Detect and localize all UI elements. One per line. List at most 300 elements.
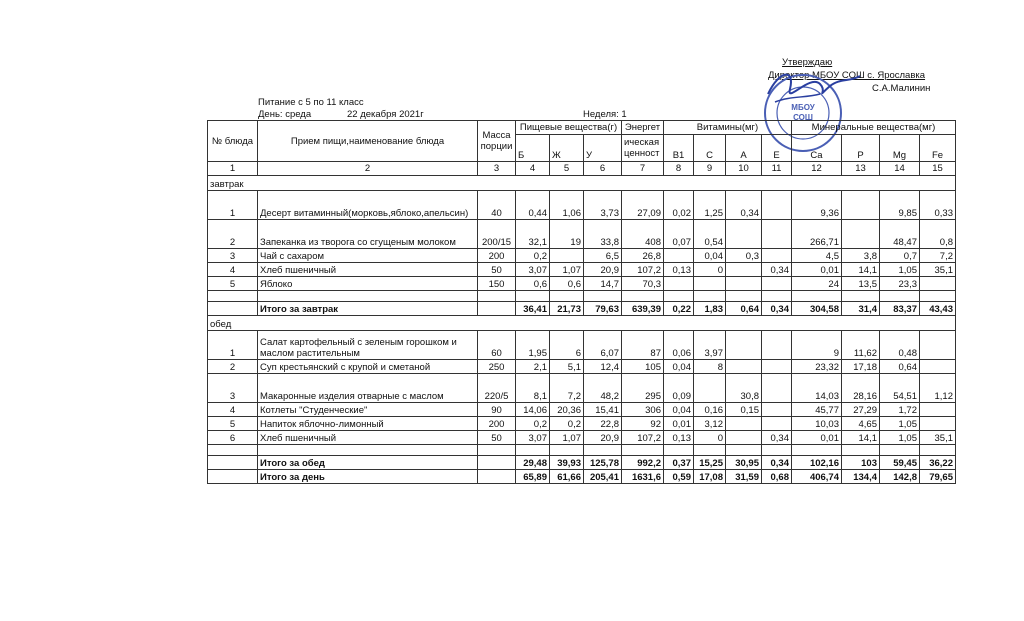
cell-value: 0,2 [550,417,584,431]
col-sub: B1 [664,135,694,162]
cell-value: 39,93 [550,456,584,470]
cell-value: 21,73 [550,302,584,316]
cell-value [664,249,694,263]
empty-cell [208,445,258,456]
col-header-dish: Прием пищи,наименование блюда [258,121,478,162]
cell-value [762,277,792,291]
cell-value: 295 [622,374,664,403]
cell-value: 1,05 [880,263,920,277]
cell-value: 200/15 [478,220,516,249]
cell-value: 0,44 [516,191,550,220]
cell-value: 220/5 [478,374,516,403]
cell-value: 1,83 [694,302,726,316]
cell-value [694,374,726,403]
approval-position: Директор МБОУ СОШ с. Ярославка [768,70,926,81]
cell-value: 45,77 [792,403,842,417]
day-label: День: среда [258,109,312,120]
empty-cell [842,445,880,456]
table-row [208,331,956,360]
cell-value: 1,12 [920,374,956,403]
empty-cell [208,291,258,302]
col-sub: Mg [880,135,920,162]
cell-value: 6,5 [584,249,622,263]
cell-value [920,331,956,360]
table-row [208,277,956,291]
empty-cell [762,445,792,456]
signature [760,64,870,114]
empty-cell [792,291,842,302]
cell-value: 60 [478,331,516,360]
dish-name: Чай с сахаром [258,249,478,263]
approval-name: С.А.Малинин [872,83,931,94]
cell-value: 0 [694,431,726,445]
cell-value: 14,06 [516,403,550,417]
cell-value: 306 [622,403,664,417]
cell-value: 11,62 [842,331,880,360]
cell-value: 48,47 [880,220,920,249]
cell-value: 107,2 [622,263,664,277]
cell-value: 992,2 [622,456,664,470]
cell-value: 0,7 [880,249,920,263]
cell-value: 30,95 [726,456,762,470]
cell-value: 65,89 [516,470,550,484]
cell-value [920,417,956,431]
table-row [208,417,956,431]
cell-value: 0,04 [664,360,694,374]
dish-name: Котлеты "Студенческие" [258,403,478,417]
empty-cell [550,291,584,302]
cell-value: 9,85 [880,191,920,220]
cell-value [726,263,762,277]
dish-name: Хлеб пшеничный [258,263,478,277]
cell-value: 20,9 [584,431,622,445]
cell-value [478,302,516,316]
cell-value: 0,54 [694,220,726,249]
cell-value: 48,2 [584,374,622,403]
cell-value: 20,9 [584,263,622,277]
cell-value [762,249,792,263]
cell-value: 7,2 [920,249,956,263]
cell-value [550,249,584,263]
table-row [208,220,956,249]
cell-value: 639,39 [622,302,664,316]
cell-value: 6 [550,331,584,360]
dish-number: 4 [208,263,258,277]
dish-number [208,302,258,316]
table-row [208,431,956,445]
empty-cell [478,445,516,456]
table-row [208,403,956,417]
col-sub: A [726,135,762,162]
cell-value: 0,01 [792,431,842,445]
cell-value: 0,64 [880,360,920,374]
cell-value: 0,02 [664,191,694,220]
cell-value: 0,06 [664,331,694,360]
menu-table [207,120,956,484]
cell-value: 31,59 [726,470,762,484]
cell-value: 150 [478,277,516,291]
cell-value: 59,45 [880,456,920,470]
cell-value: 125,78 [584,456,622,470]
table-row [208,374,956,403]
cell-value: 9,36 [792,191,842,220]
column-number: 13 [842,162,880,176]
column-number: 11 [762,162,792,176]
cell-value: 7,2 [550,374,584,403]
cell-value: 266,71 [792,220,842,249]
svg-text:МБОУ: МБОУ [791,103,815,112]
section-title: завтрак [208,176,956,191]
cell-value: 105 [622,360,664,374]
week-label: Неделя: 1 [583,109,627,120]
cell-value: 0 [694,263,726,277]
cell-value: 31,4 [842,302,880,316]
cell-value: 3,73 [584,191,622,220]
empty-cell [880,445,920,456]
section-total-row [208,302,956,316]
col-sub: Fe [920,135,956,162]
cell-value: 35,1 [920,431,956,445]
empty-cell [694,445,726,456]
cell-value [478,456,516,470]
column-number: 2 [258,162,478,176]
cell-value: 13,5 [842,277,880,291]
cell-value [842,220,880,249]
cell-value: 23,32 [792,360,842,374]
col-header-energy-top: Энергет [622,121,664,135]
cell-value: 24 [792,277,842,291]
cell-value: 23,3 [880,277,920,291]
col-sub: C [694,135,726,162]
dish-number: 5 [208,417,258,431]
cell-value: 102,16 [792,456,842,470]
empty-cell [664,445,694,456]
cell-value: 17,08 [694,470,726,484]
empty-cell [622,445,664,456]
cell-value: 14,03 [792,374,842,403]
col-header-minerals: Минеральные вещества(мг) [792,121,956,135]
cell-value: 26,8 [622,249,664,263]
dish-number: 1 [208,191,258,220]
cell-value: 27,09 [622,191,664,220]
cell-value [726,417,762,431]
cell-value: 200 [478,417,516,431]
column-number: 3 [478,162,516,176]
cell-value: 14,1 [842,263,880,277]
dish-name: Итого за день [258,470,478,484]
cell-value: 1,07 [550,263,584,277]
col-header-nutrients: Пищевые вещества(г) [516,121,622,135]
dish-name: Яблоко [258,277,478,291]
cell-value: 0,8 [920,220,956,249]
menu-title: Питание с 5 по 11 класс [258,97,364,108]
cell-value: 12,4 [584,360,622,374]
cell-value: 4,5 [792,249,842,263]
empty-cell [920,445,956,456]
empty-cell [664,291,694,302]
cell-value: 6,07 [584,331,622,360]
cell-value: 90 [478,403,516,417]
column-number: 10 [726,162,762,176]
empty-cell [622,291,664,302]
cell-value: 22,8 [584,417,622,431]
col-sub: Ж [550,135,584,162]
cell-value: 33,8 [584,220,622,249]
cell-value [762,360,792,374]
cell-value: 0,22 [664,302,694,316]
cell-value: 0,01 [664,417,694,431]
column-number: 14 [880,162,920,176]
date-label: 22 декабря 2021г [347,109,424,120]
dish-name: Десерт витаминный(морковь,яблоко,апельсин) [258,191,478,220]
cell-value [478,470,516,484]
cell-value: 0,13 [664,431,694,445]
cell-value: 0,15 [726,403,762,417]
dish-number: 6 [208,431,258,445]
cell-value: 27,29 [842,403,880,417]
column-number: 7 [622,162,664,176]
cell-value: 134,4 [842,470,880,484]
cell-value: 205,41 [584,470,622,484]
empty-cell [842,291,880,302]
cell-value: 0,6 [550,277,584,291]
dish-number [208,470,258,484]
cell-value: 1631,6 [622,470,664,484]
cell-value [762,331,792,360]
cell-value: 1,07 [550,431,584,445]
empty-cell [516,445,550,456]
cell-value: 17,18 [842,360,880,374]
cell-value: 54,51 [880,374,920,403]
dish-name: Макаронные изделия отварные с маслом [258,374,478,403]
cell-value: 0,07 [664,220,694,249]
column-number: 8 [664,162,694,176]
table-row [208,191,956,220]
section-title: обед [208,316,956,331]
col-header-mass: Масса порции [478,121,516,162]
cell-value: 0,01 [792,263,842,277]
cell-value: 36,41 [516,302,550,316]
cell-value: 3,07 [516,431,550,445]
cell-value: 0,13 [664,263,694,277]
cell-value: 20,36 [550,403,584,417]
cell-value: 32,1 [516,220,550,249]
dish-number: 3 [208,374,258,403]
cell-value: 1,05 [880,417,920,431]
empty-cell [584,291,622,302]
cell-value: 0,59 [664,470,694,484]
cell-value: 200 [478,249,516,263]
empty-cell [920,291,956,302]
dish-name: Суп крестьянский с крупой и сметаной [258,360,478,374]
empty-cell [478,291,516,302]
cell-value: 30,8 [726,374,762,403]
table-row [208,263,956,277]
dish-number: 3 [208,249,258,263]
cell-value: 0,37 [664,456,694,470]
cell-value: 0,3 [726,249,762,263]
cell-value: 10,03 [792,417,842,431]
cell-value [762,374,792,403]
cell-value: 35,1 [920,263,956,277]
cell-value: 19 [550,220,584,249]
cell-value: 0,33 [920,191,956,220]
cell-value: 9 [792,331,842,360]
cell-value: 28,16 [842,374,880,403]
cell-value: 406,74 [792,470,842,484]
col-sub: P [842,135,880,162]
cell-value: 8,1 [516,374,550,403]
cell-value: 0,34 [726,191,762,220]
dish-number [208,456,258,470]
cell-value: 3,12 [694,417,726,431]
cell-value: 14,1 [842,431,880,445]
cell-value: 1,06 [550,191,584,220]
cell-value: 3,07 [516,263,550,277]
cell-value: 83,37 [880,302,920,316]
cell-value [762,220,792,249]
cell-value: 70,3 [622,277,664,291]
cell-value [726,220,762,249]
cell-value: 29,48 [516,456,550,470]
cell-value [920,277,956,291]
cell-value: 0,64 [726,302,762,316]
column-number: 9 [694,162,726,176]
col-sub: E [762,135,792,162]
empty-cell [726,291,762,302]
cell-value: 4,65 [842,417,880,431]
dish-number: 5 [208,277,258,291]
empty-cell [258,445,478,456]
column-number: 15 [920,162,956,176]
cell-value: 103 [842,456,880,470]
cell-value [726,277,762,291]
empty-cell [726,445,762,456]
empty-cell [792,445,842,456]
cell-value: 0,2 [516,249,550,263]
dish-name: Хлеб пшеничный [258,431,478,445]
cell-value: 87 [622,331,664,360]
cell-value: 2,1 [516,360,550,374]
cell-value [726,431,762,445]
cell-value: 79,63 [584,302,622,316]
column-number: 4 [516,162,550,176]
cell-value: 0,68 [762,470,792,484]
cell-value: 0,09 [664,374,694,403]
dish-number: 1 [208,331,258,360]
cell-value: 0,34 [762,431,792,445]
col-header-energy-bottom: ическая ценност [622,135,664,162]
dish-name: Салат картофельный с зеленым горошком и маслом растительным [258,331,478,360]
dish-number: 2 [208,360,258,374]
col-header-vitamins: Витамины(мг) [664,121,792,135]
table-row [208,249,956,263]
dish-name: Напиток яблочно-лимонный [258,417,478,431]
cell-value [920,403,956,417]
empty-cell [516,291,550,302]
section-total-row [208,456,956,470]
cell-value: 142,8 [880,470,920,484]
cell-value: 0,04 [664,403,694,417]
col-sub: У [584,135,622,162]
dish-number: 4 [208,403,258,417]
dish-name: Итого за обед [258,456,478,470]
empty-cell [762,291,792,302]
cell-value: 1,95 [516,331,550,360]
column-number: 5 [550,162,584,176]
col-sub: Б [516,135,550,162]
cell-value: 0,04 [694,249,726,263]
empty-cell [584,445,622,456]
cell-value: 250 [478,360,516,374]
cell-value: 304,58 [792,302,842,316]
column-number: 6 [584,162,622,176]
col-header-number: № блюда [208,121,258,162]
cell-value: 1,25 [694,191,726,220]
cell-value: 0,34 [762,302,792,316]
cell-value: 50 [478,263,516,277]
cell-value: 0,16 [694,403,726,417]
cell-value: 61,66 [550,470,584,484]
cell-value: 0,34 [762,263,792,277]
cell-value: 40 [478,191,516,220]
cell-value: 15,41 [584,403,622,417]
cell-value: 1,72 [880,403,920,417]
column-number: 1 [208,162,258,176]
cell-value: 3,8 [842,249,880,263]
cell-value [726,331,762,360]
cell-value [762,417,792,431]
cell-value: 36,22 [920,456,956,470]
cell-value: 14,7 [584,277,622,291]
cell-value: 0,48 [880,331,920,360]
empty-cell [694,291,726,302]
cell-value: 1,05 [880,431,920,445]
cell-value [664,277,694,291]
cell-value [694,277,726,291]
column-number: 12 [792,162,842,176]
cell-value: 107,2 [622,431,664,445]
cell-value: 5,1 [550,360,584,374]
cell-value [762,403,792,417]
cell-value [920,360,956,374]
cell-value: 0,6 [516,277,550,291]
col-sub: Ca [792,135,842,162]
cell-value: 43,43 [920,302,956,316]
day-total-row [208,470,956,484]
cell-value: 0,34 [762,456,792,470]
cell-value: 79,65 [920,470,956,484]
cell-value: 408 [622,220,664,249]
dish-name: Запеканка из творога со сгущеным молоком [258,220,478,249]
cell-value [762,191,792,220]
cell-value [842,191,880,220]
cell-value: 92 [622,417,664,431]
dish-name: Итого за завтрак [258,302,478,316]
svg-text:СОШ: СОШ [793,113,813,122]
table-row [208,360,956,374]
empty-cell [550,445,584,456]
empty-cell [880,291,920,302]
cell-value [726,360,762,374]
cell-value: 0,2 [516,417,550,431]
cell-value: 8 [694,360,726,374]
cell-value: 50 [478,431,516,445]
cell-value: 3,97 [694,331,726,360]
empty-cell [258,291,478,302]
approval-title: Утверждаю [782,57,833,68]
cell-value: 15,25 [694,456,726,470]
